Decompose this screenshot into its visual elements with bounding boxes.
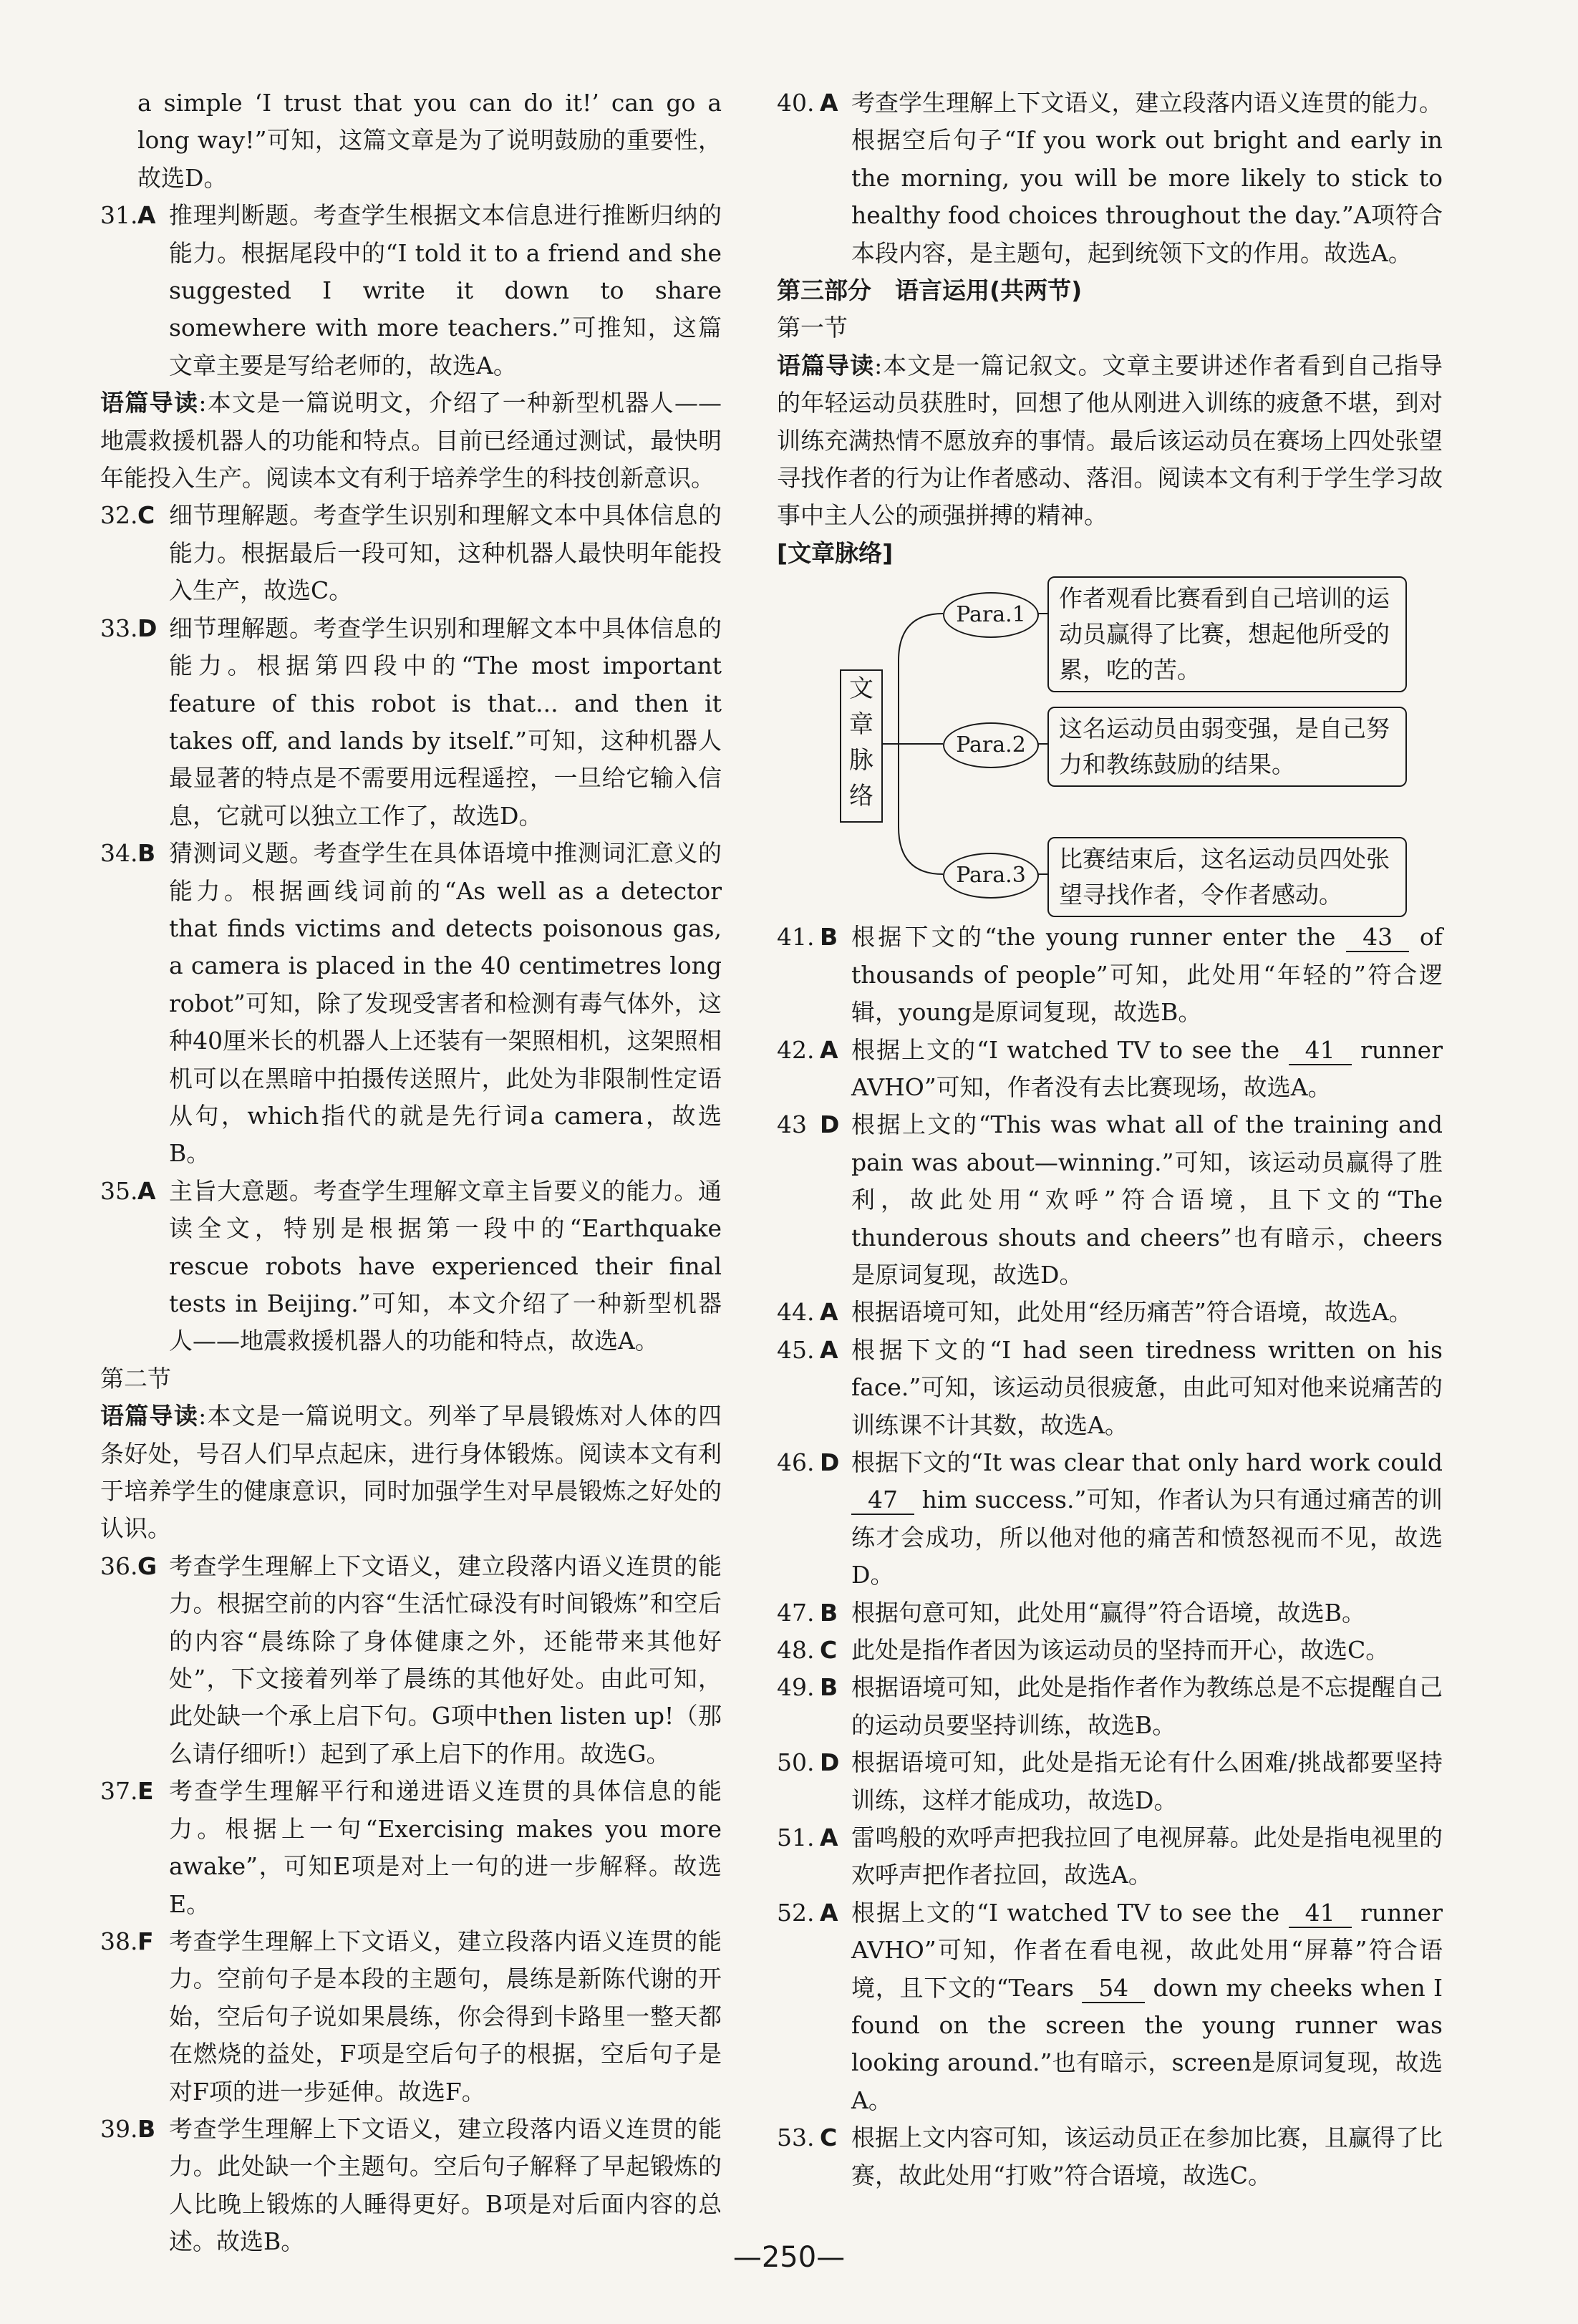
answer-explanation: 考查学生理解上下文语义，建立段落内语义连贯的能力。根据空前的内容“生活忙碌没有时间锻炼”和空后的内容“晨练除了身体健康之外，还能带来其他好处”，下文接着列举了晨练的其他好处。由此可知，此处缺一个承上启下句。G项中then listen up!（那么请仔细听!）起到了承上启下的作用。故选G。 [169,1551,722,1768]
answer-letter: A [137,1176,156,1205]
answer-explanation [851,1444,1443,1594]
answer-explanation: 根据语境可知，此处用“经历痛苦”符合语境，故选A。 [851,1298,1413,1327]
question-number: 42. [777,1035,815,1064]
answer-letter: B [820,1673,838,1702]
answer-explanation: 根据语境可知，此处是指作者作为教练总是不忘提醒自己的运动员要坚持训练，故选B。 [851,1673,1443,1739]
para-3-summary: 比赛结束后，这名运动员四处张望寻找作者，令作者感动。 [1047,837,1407,917]
blank-number: 43 [1346,924,1409,952]
section-title: 第一节 [777,314,848,342]
answer-letter: A [820,1035,838,1064]
answer-letter: D [820,1448,840,1476]
explanation-part: 根据下文的“the young runner enter the [851,923,1347,952]
explanation-part: 根据上文的“I watched TV to see the [851,1035,1289,1064]
answer-explanation: 考查学生理解上下文语义，建立段落内语义连贯的能力。根据空后句子“If you work out bright and early in the morning, you will be more likely to stick to healthy food choices throughout the day.”A项符合本段内容，是主题句，起到统领下文的作用。故选A。 [851,89,1443,267]
question-number: 44. [777,1298,815,1327]
answer-explanation: 推理判断题。考查学生根据文本信息进行推断归纳的能力。根据尾段中的“I told it to a friend and she suggested I write it down to share somewhere with more teachers.”可推知，这篇文章主要是写给老师的，故选A。 [169,201,722,379]
question-number: 45. [777,1335,815,1364]
question-number: 51. [777,1824,815,1852]
answer-explanation: 根据语境可知，此处是指无论有什么困难/挑战都要坚持训练，这样才能成功，故选D。 [851,1748,1443,1814]
passage-guide-label: 语篇导读 [777,351,875,379]
answer-explanation: 考查学生理解平行和递进语义连贯的具体信息的能力。根据上一句“Exercising makes you more awake”，可知E项是对上一句的进一步解释。故选E。 [169,1777,722,1918]
passage-guide-text: :本文是一篇说明文，介绍了一种新型机器人——地震救援机器人的功能和特点。目前已经通过测试，最快明年能投入生产。阅读本文有利于培养学生的科技创新意识。 [100,389,722,493]
answer-explanation [851,919,1443,1031]
answer-item [777,1332,1443,1444]
answer-letter: D [137,614,158,642]
question-number: 52. [777,1898,815,1927]
explanation-part: of thousands of people”可知，此处用“年轻的”符合逻辑，young是原词复现，故选B。 [851,923,1443,1027]
answer-letter: B [137,2114,156,2143]
answer-item [777,919,1443,1031]
answer-item [777,1819,1443,1894]
blank-number: 47 [851,1486,914,1515]
right-column [777,84,1443,2194]
outline-title: [文章脉络] [777,538,894,567]
answer-item [100,1923,722,2111]
question-number: 46. [777,1448,815,1476]
passage-guide [100,384,722,497]
para-2-summary: 这名运动员由弱变强，是自己努力和教练鼓励的结果。 [1047,707,1407,787]
answer-explanation: 猜测词义题。考查学生在具体语境中推测词汇意义的能力。根据画线词前的“As well as a detector that finds victims and detects poisonous gas, a camera is placed in the 40 centimetres long robot”可知，除了发现受害者和检测有毒气体外，这种40厘米长的机器人上还装有一架照相机，这架照相机可以在黑暗中拍摄传送照片，此处为非限制性定语从句，which指代的就是先行词a camera，故选B。 [169,839,722,1168]
answer-explanation: 根据上文内容可知，该运动员正在参加比赛，且赢得了比赛，故此处用“打败”符合语境，故选C。 [851,2124,1443,2189]
answer-item [777,1744,1443,1819]
answer-item [777,2119,1443,2194]
answer-item [777,1032,1443,1107]
question-number: 47. [777,1598,815,1627]
passage-guide-label: 语篇导读 [100,389,199,417]
passage-guide [777,347,1443,535]
answer-letter: A [820,1898,838,1927]
question-number: 37. [100,1777,138,1806]
answer-explanation: 细节理解题。考查学生识别和理解文本中具体信息的能力。根据最后一段可知，这种机器人最快明年能投入生产，故选C。 [169,501,722,605]
left-column [100,84,722,2261]
question-number: 39. [100,2114,138,2143]
question-number: 31. [100,201,138,230]
article-outline-diagram [777,575,1443,913]
question-number: 43 [777,1110,807,1139]
answer-item [100,1773,722,1923]
answer-letter: B [137,839,156,868]
page-number: —250— [732,2241,846,2274]
answer-item [777,1594,1443,1632]
answer-explanation: 考查学生理解上下文语义，建立段落内语义连贯的能力。空前句子是本段的主题句，晨练是新陈代谢的开始，空后句子说如果晨练，你会得到卡路里一整天都在燃烧的益处，F项是空后句子的根据，空后句子是对F项的进一步延伸。故选F。 [169,1927,722,2106]
para-1-summary: 作者观看比赛看到自己培训的运动员赢得了比赛，想起他所受的累，吃的苦。 [1047,576,1407,692]
answer-item [777,1632,1443,1669]
answer-item [100,197,722,384]
question-number: 38. [100,1927,138,1955]
explanation-part: runner AVHO”可知，作者没有去比赛现场，故选A。 [851,1035,1443,1101]
answer-30-continuation: a simple ‘I trust that you can do it!’ can go a long way!”可知，这篇文章是为了说明鼓励的重要性，故选D。 [137,89,722,192]
passage-guide-text: :本文是一篇记叙文。文章主要讲述作者看到自己指导的年轻运动员获胜时，回想了他从刚进入训练的疲惫不堪，到对训练充满热情不愿放弃的事情。最后该运动员在赛场上四处张望寻找作者的行为让作者感动、落泪。阅读本文有利于学生学习故事中主人公的顽强拼搏的精神。 [777,351,1443,530]
para-1-oval: Para.1 [943,592,1039,638]
answer-item [100,1173,722,1360]
outline-center-label: 文章脉络 [840,669,883,823]
answer-letter: B [820,1598,838,1627]
answer-explanation: 根据下文的“I had seen tiredness written on his face.”可知，该运动员很疲惫，由此可知对他来说痛苦的训练课不计其数，故选A。 [851,1335,1443,1439]
part-title: 第三部分 语言运用(共两节) [777,276,1083,305]
question-number: 36. [100,1551,138,1580]
passage-guide [100,1398,722,1548]
answer-item [777,1106,1443,1294]
answer-letter: A [137,201,156,230]
answer-explanation: 根据上文的“This was what all of the training and pain was about—winning.”可知，该运动员赢得了胜利，故此处用“欢呼”符合语境，且下文的“The thunderous shouts and cheers”也有暗示，cheers是原词复现，故选D。 [851,1110,1443,1289]
answer-letter: C [820,2124,838,2152]
explanation-part: him success.”可知，作者认为只有通过痛苦的训练才会成功，所以他对他的痛苦和愤怒视而不见，故选D。 [851,1486,1443,1589]
answer-letter: A [820,1335,838,1364]
question-number: 48. [777,1636,815,1664]
question-number: 53. [777,2124,815,2152]
question-number: 33. [100,614,138,642]
answer-explanation: 雷鸣般的欢呼声把我拉回了电视屏幕。此处是指电视里的欢呼声把作者拉回，故选A。 [851,1824,1443,1889]
answer-explanation: 细节理解题。考查学生识别和理解文本中具体信息的能力。根据第四段中的“The most important feature of this robot is that... and then it takes off, and lands by itself.”可知，这种机器人最显著的特点是不需要用远程遥控，一旦给它输入信息，它就可以独立工作了，故选D。 [169,614,722,830]
section-title: 第二节 [100,1364,171,1393]
question-number: 40. [777,89,815,117]
answer-letter: A [820,1824,838,1852]
blank-number: 54 [1082,1975,1145,2003]
answer-letter: F [137,1927,154,1955]
answer-letter: D [820,1110,840,1139]
answer-explanation: 根据句意可知，此处用“赢得”符合语境，故选B。 [851,1598,1365,1627]
question-number: 35. [100,1176,138,1205]
answer-letter: B [820,923,838,952]
para-3-oval: Para.3 [943,853,1039,899]
question-number: 50. [777,1748,815,1777]
answer-item [100,610,722,835]
answer-explanation: 此处是指作者因为该运动员的坚持而开心，故选C。 [851,1636,1390,1664]
para-2-oval: Para.2 [943,722,1039,768]
answer-item [100,1548,722,1773]
explanation-part: runner AVHO”可知，作者在看电视，故此处用“屏幕”符合语境，且下文的“Tears [851,1898,1443,2002]
answer-explanation: 主旨大意题。考查学生理解文章主旨要义的能力。通读全文，特别是根据第一段中的“Earthquake rescue robots have experienced their final tests in Beijing.”可知，本文介绍了一种新型机器人——地震救援机器人的功能和特点，故选A。 [169,1176,722,1355]
passage-guide-text: :本文是一篇说明文。列举了早晨锻炼对人体的四条好处，号召人们早点起床，进行身体锻炼。阅读本文有利于培养学生的健康意识，同时加强学生对早晨锻炼之好处的认识。 [100,1402,722,1543]
answer-item [100,497,722,609]
question-number: 41. [777,923,815,952]
explanation-part: 根据下文的“It was clear that only hard work could [851,1448,1443,1476]
answer-letter: E [137,1777,154,1806]
answer-letter: A [820,1298,838,1327]
answer-item [777,1669,1443,1744]
answer-item [777,84,1443,272]
explanation-part: 根据上文的“I watched TV to see the [851,1898,1289,1927]
question-number: 49. [777,1673,815,1702]
blank-number: 41 [1289,1037,1352,1065]
question-number: 32. [100,501,138,530]
answer-item [777,1894,1443,2119]
answer-letter: C [137,501,155,530]
explanation-part: down my cheeks when I found on the screen the young runner was looking around.”也有暗示，screen是原词复现，故选A。 [851,1973,1443,2114]
answer-item [777,1444,1443,1594]
answer-item [100,2111,722,2261]
answer-letter: A [820,89,838,117]
answer-explanation [851,1032,1443,1107]
question-number: 34. [100,839,138,868]
passage-guide-label: 语篇导读 [100,1402,199,1430]
answer-item [777,1294,1443,1331]
blank-number: 41 [1289,1899,1352,1928]
answer-explanation: 考查学生理解上下文语义，建立段落内语义连贯的能力。此处缺一个主题句。空后句子解释了早起锻炼的人比晚上锻炼的人睡得更好。B项是对后面内容的总述。故选B。 [169,2114,722,2256]
answer-letter: D [820,1748,840,1777]
answer-explanation [851,1894,1443,2119]
answer-item [100,835,722,1173]
answer-letter: G [137,1551,158,1580]
answer-letter: C [820,1636,838,1664]
